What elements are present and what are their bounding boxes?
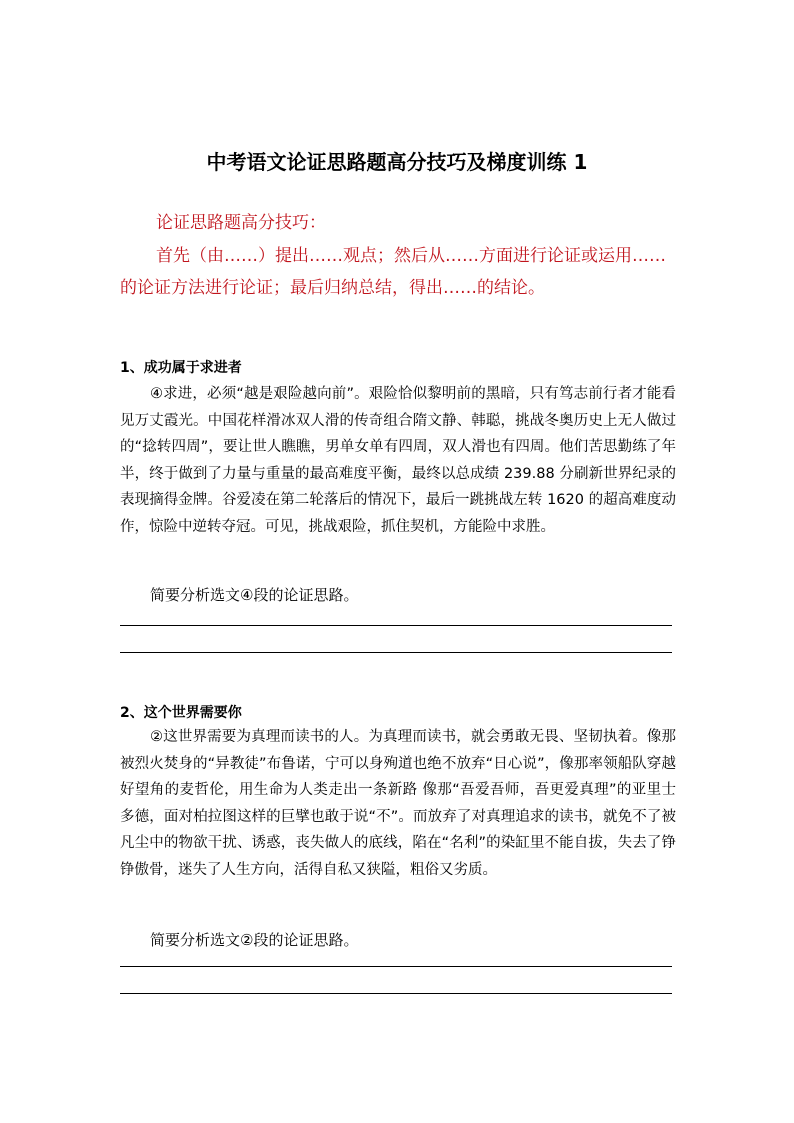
section-1-question: 简要分析选文④段的论证思路。 — [150, 586, 359, 604]
section-2-paragraph: ②这世界需要为真理而读书的人。为真理而读书，就会勇敢无畏、坚韧执着。像那被烈火焚身的“异教徒”布鲁诺，宁可以身殉道也绝不放弃“日心说”，像那率领船队穿越好望角的麦哲伦，用生命为人类走出一条新路 像那“吾爱吾师，吾更爱真理”的亚里士多德，面对柏拉图这样的巨擘也敢于说“不”。而放弃了对真理追求的读书，就免不了被凡尘中的物欲干扰、诱惑，丧失做人的底线，陷在“名利”的染缸里不能自拔，失去了铮铮傲骨，迷失了人生方向，活得自私又狭隘，粗俗又劣质。 — [120, 729, 676, 878]
section-1-paragraph: ④求进，必须“越是艰险越向前”。艰险恰似黎明前的黑暗，只有笃志前行者才能看见万丈霞光。中国花样滑冰双人滑的传奇组合隋文静、韩聪，挑战冬奥历史上无人做过的“捻转四周”，要让世人瞧瞧，男单女单有四周，双人滑也有四周。他们苦思勤练了年半，终于做到了力量与重量的最高难度平衡，最终以总成绩 239.88 分刷新世界纪录的表现摘得金牌。谷爱凌在第二轮落后的情况下，最后一跳挑战左转 1620 的超高难度动作，惊险中逆转夺冠。可见，挑战艰险，抓住契机，方能险中求胜。 — [120, 386, 676, 535]
section-2-heading: 2、这个世界需要你 — [120, 705, 242, 721]
section-1-answer-line-1 — [120, 625, 672, 626]
section-1-answer-line-2 — [120, 652, 672, 653]
section-2-question: 简要分析选文②段的论证思路。 — [150, 931, 359, 949]
section-2-answer-line-1 — [120, 966, 672, 967]
section-1-heading: 1、成功属于求进者 — [120, 360, 242, 376]
page-title: 中考语文论证思路题高分技巧及梯度训练 1 — [206, 150, 588, 174]
tips-body: 首先（由……）提出……观点；然后从……方面进行论证或运用……的论证方法进行论证；最后归纳总结，得出……的结论。 — [120, 246, 666, 298]
section-2-answer-line-2 — [120, 993, 672, 994]
tips-heading: 论证思路题高分技巧： — [156, 213, 326, 233]
